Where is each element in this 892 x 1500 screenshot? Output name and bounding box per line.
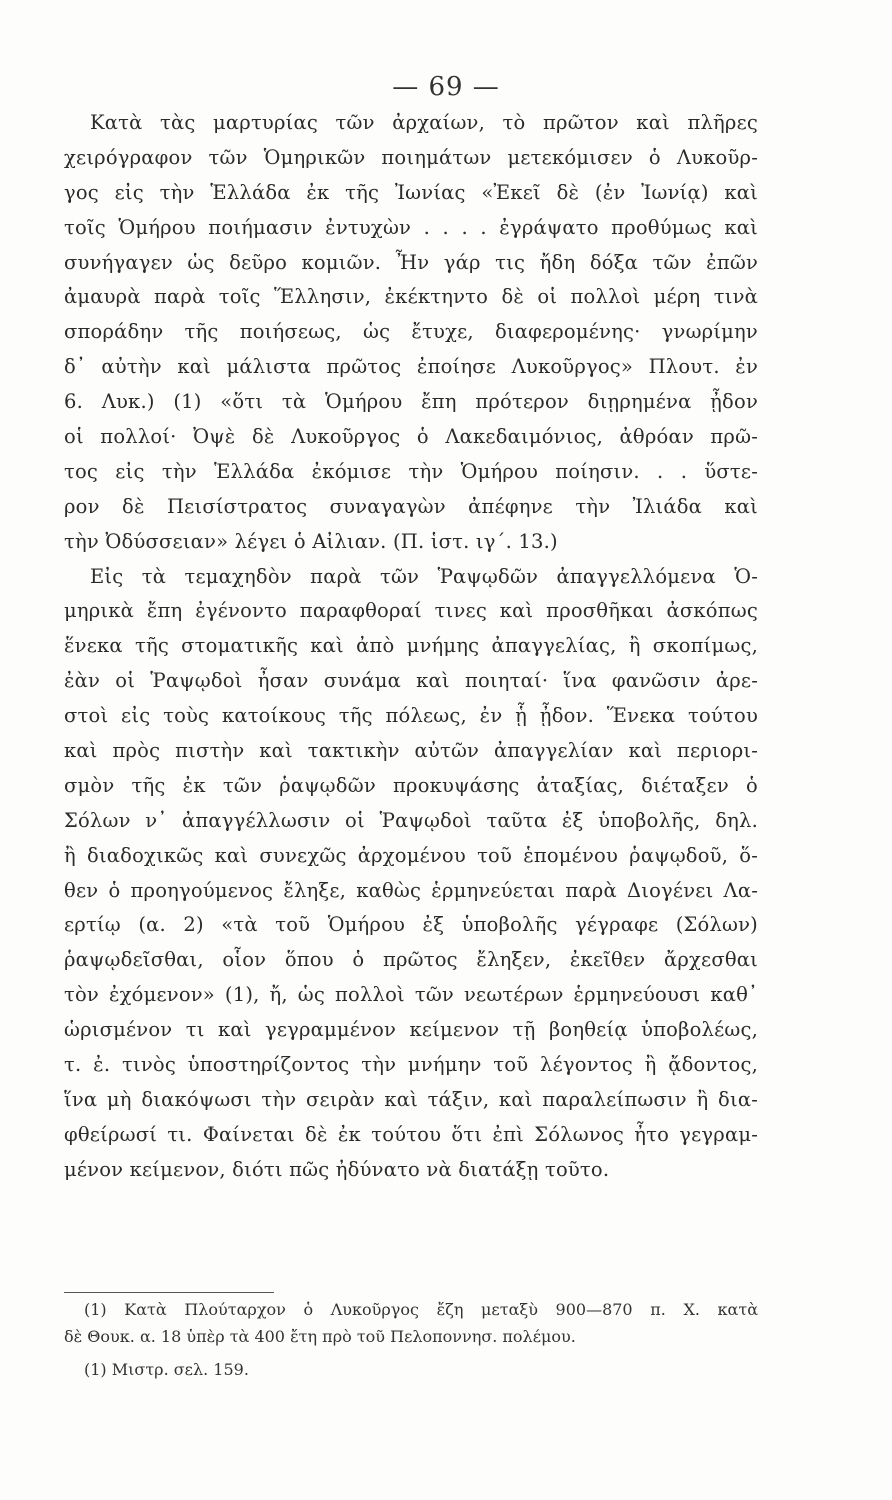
text-line: ερτίῳ (α. 2) «τὰ τοῦ Ὁμήρου ἐξ ὑποβολῆς γέγραφε (Σόλων) <box>64 913 758 937</box>
text-line: τ. ἐ. τινὸς ὑποστηρίζοντος τὴν μνήμην τοῦ λέγοντος ἢ ᾄδοντος, <box>64 1053 758 1077</box>
text-line: φθείρωσί τι. Φαίνεται δὲ ἐκ τούτου ὅτι ἐπὶ Σόλωνος ἦτο γεγραμ- <box>64 1122 758 1146</box>
text-line: ρον δὲ Πεισίστρατος συναγαγὼν ἀπέφηνε τὴν Ἰλιάδα καὶ <box>64 494 758 518</box>
text-line: γος εἰς τὴν Ἑλλάδα ἐκ τῆς Ἰωνίας «Ἐκεῖ δὲ (ἐν Ἰωνίᾳ) καὶ <box>64 180 758 204</box>
footnote-line: (1) Μιστρ. σελ. 159. <box>84 1360 249 1379</box>
text-line: καὶ πρὸς πιστὴν καὶ τακτικὴν αὐτῶν ἀπαγγελίαν καὶ περιορι- <box>64 739 758 763</box>
text-line: τοῖς Ὁμήρου ποιήμασιν ἐντυχὼν . . . . ἐγράψατο προθύμως καὶ <box>64 215 758 239</box>
text-line: θεν ὁ προηγούμενος ἔληξε, καθὼς ἑρμηνεύεται παρὰ Διογένει Λα- <box>64 878 758 902</box>
text-line: στοὶ εἰς τοὺς κατοίκους τῆς πόλεως, ἐν ᾗ ᾖδον. Ἕνεκα τούτου <box>64 704 758 728</box>
text-line: συνήγαγεν ὡς δεῦρο κομιῶν. Ἦν γάρ τις ἤδη δόξα τῶν ἐπῶν <box>64 250 758 274</box>
text-line: ἕνεκα τῆς στοματικῆς καὶ ἀπὸ μνήμης ἀπαγγελίας, ἢ σκοπίμως, <box>64 634 758 658</box>
text-line: τος εἰς τὴν Ἑλλάδα ἐκόμισε τὴν Ὁμήρου ποίησιν. . . ὕστε- <box>64 459 758 483</box>
footnote-divider <box>64 1292 274 1293</box>
footnotes <box>64 1296 758 1383</box>
text-line: οἱ πολλοί· Ὀψὲ δὲ Λυκοῦργος ὁ Λακεδαιμόνιος, ἀθρόαν πρῶ- <box>64 425 758 449</box>
text-line: τὴν Ὀδύσσειαν» λέγει ὁ Αἰλιαν. (Π. ἱστ. ιγ΄. 13.) <box>64 529 558 553</box>
text-line: μηρικὰ ἔπη ἐγένοντο παραφθοραί τινες καὶ προσθῆκαι ἀσκόπως <box>64 599 758 623</box>
text-line: χειρόγραφον τῶν Ὁμηρικῶν ποιημάτων μετεκόμισεν ὁ Λυκοῦρ- <box>64 145 758 169</box>
text-line: Σόλων ν᾽ ἀπαγγέλλωσιν οἱ Ῥαψῳδοὶ ταῦτα ἐξ ὑποβολῆς, δηλ. <box>64 808 758 832</box>
text-line: 6. Λυκ.) (1) «ὅτι τὰ Ὁμήρου ἔπη πρότερον διῃρημένα ᾖδον <box>64 390 758 414</box>
text-line: ἢ διαδοχικῶς καὶ συνεχῶς ἀρχομένου τοῦ ἑπομένου ῥαψῳδοῦ, ὅ- <box>64 843 758 867</box>
footnote-line: δὲ Θουκ. α. 18 ὑπὲρ τὰ 400 ἔτη πρὸ τοῦ Πελοποννησ. πολέμου. <box>64 1327 576 1346</box>
text-line: ἀμαυρὰ παρὰ τοῖς Ἕλλησιν, ἐκέκτηντο δὲ οἱ πολλοὶ μέρη τινὰ <box>64 285 758 309</box>
text-line: Κατὰ τὰς μαρτυρίας τῶν ἀρχαίων, τὸ πρῶτον καὶ πλῆρες <box>90 111 758 134</box>
text-line: τὸν ἐχόμενον» (1), ἤ, ὡς πολλοὶ τῶν νεωτέρων ἑρμηνεύουσι καθ᾽ <box>64 983 758 1007</box>
text-line: δ᾽ αὐτὴν καὶ μάλιστα πρῶτος ἐποίησε Λυκοῦργος» Πλουτ. ἐν <box>64 355 758 379</box>
text-line: ῥαψῳδεῖσθαι, οἷον ὅπου ὁ πρῶτος ἔληξεν, ἐκεῖθεν ἄρχεσθαι <box>64 948 758 972</box>
text-line: Εἰς τὰ τεμαχηδὸν παρὰ τῶν Ῥαψῳδῶν ἀπαγγελλόμενα Ὁ- <box>90 564 758 588</box>
footnote-line: (1) Κατὰ Πλούταρχον ὁ Λυκοῦργος ἔζη μεταξὺ 900—870 π. Χ. κατὰ <box>84 1300 758 1319</box>
text-line: μένον κείμενον, διότι πῶς ἠδύνατο νὰ διατάξῃ τοῦτο. <box>64 1157 610 1181</box>
text-line: σποράδην τῆς ποιήσεως, ὡς ἔτυχε, διαφερομένης· γνωρίμην <box>64 320 758 344</box>
text-line: ὡρισμένον τι καὶ γεγραμμένον κείμενον τῇ βοηθείᾳ ὑποβολέως, <box>64 1018 758 1042</box>
page-number: — 69 — <box>392 72 500 102</box>
text-line: ἵνα μὴ διακόψωσι τὴν σειρὰν καὶ τάξιν, καὶ παραλείπωσιν ἢ δια- <box>64 1087 758 1111</box>
body-text <box>64 106 758 1188</box>
text-line: ἐὰν οἱ Ῥαψῳδοὶ ἦσαν συνάμα καὶ ποιηταί· ἵνα φανῶσιν ἀρε- <box>64 669 758 693</box>
text-line: σμὸν τῆς ἐκ τῶν ῥαψῳδῶν προκυψάσης ἀταξίας, διέταξεν ὁ <box>64 773 758 797</box>
